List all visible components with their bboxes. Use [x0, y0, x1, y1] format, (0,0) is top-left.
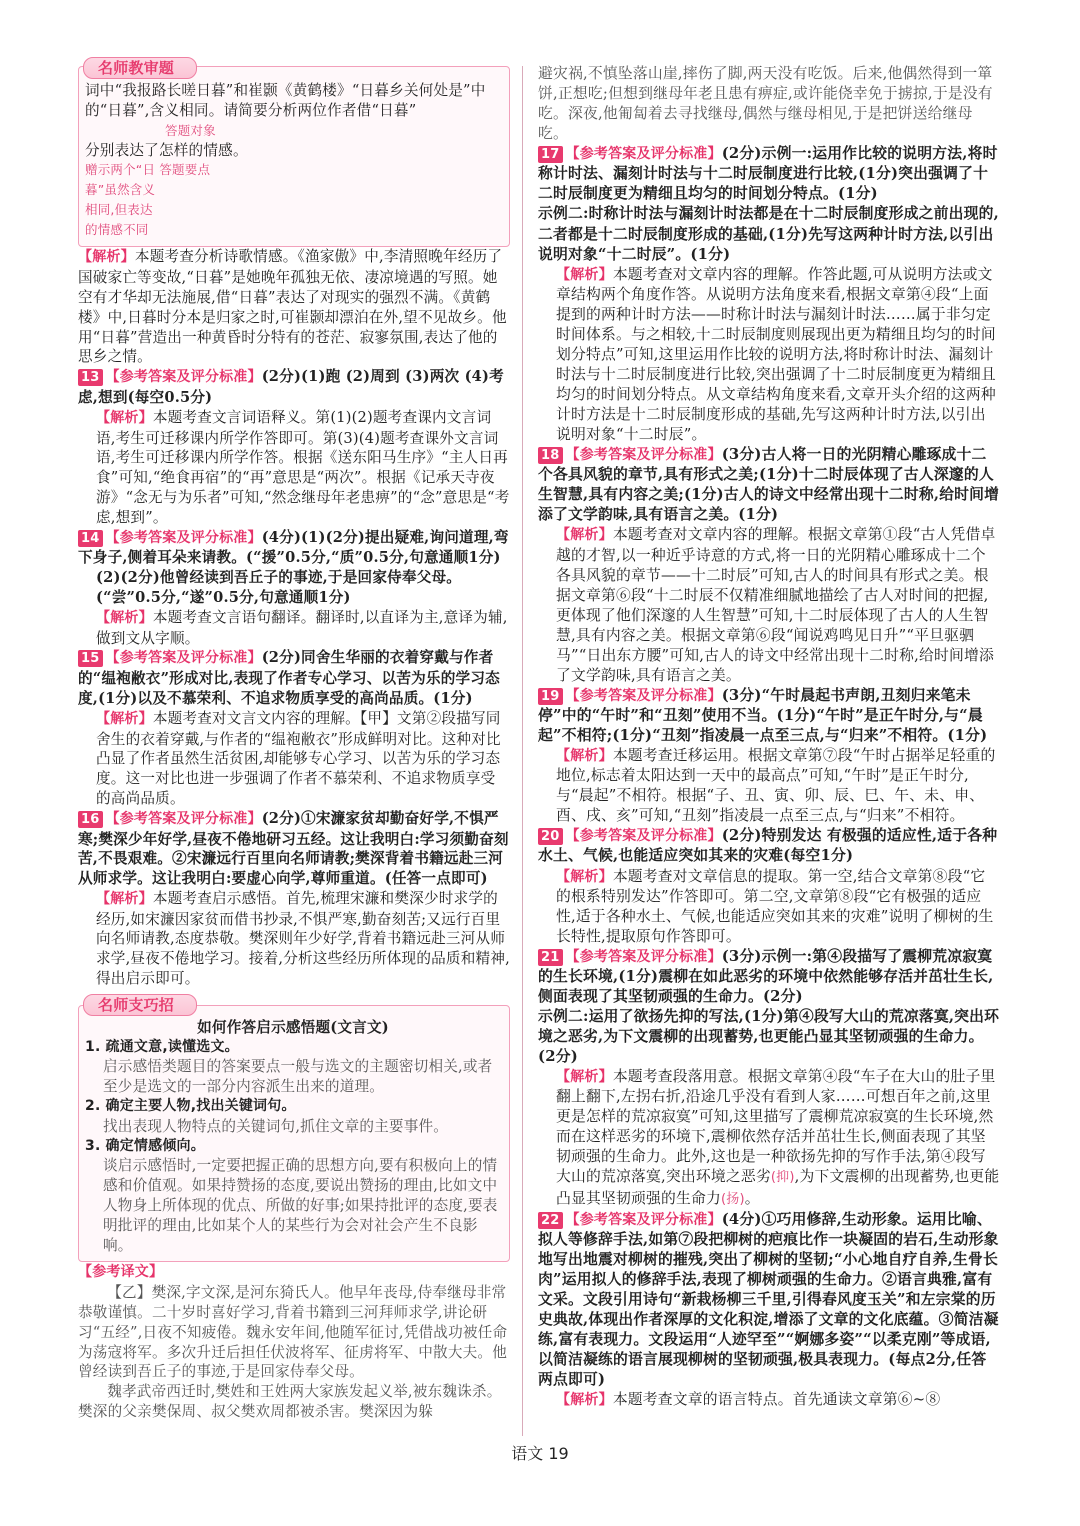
answer-18: 18 【参考答案及评分标准】(3分)古人将一日的光阴精心雕琢成十二个各具风貌的章节,具有形式之美;(1分)十二时辰体现了古人深邃的人生智慧,具有内容之美;(1分)古人的诗文中经常出现十二时称,给时间增添了文学韵味,具有语言之美。(1分) — [538, 446, 1000, 524]
tip-1-title: 1. 疏通文意,读懂选文。 — [85, 1038, 239, 1055]
teacher-tricks-box — [78, 995, 510, 1263]
translation-continued: 避灾祸,不慎坠落山崖,摔伤了脚,两天没有吃饭。后来,他偶然得到一箪饼,正想吃;但想到继母年老且患有痹症,或许能侥幸免于掳掠,于是没有吃。深夜,他匍匐着去寻找继母,偶然与继母相见,于是把饼送给继母吃。 — [538, 65, 993, 143]
answer-15: 15 【参考答案及评分标准】(2分)同舍生华丽的衣着穿戴与作者的“缊袍敝衣”形成对比,表现了作者专心学习、以苦为乐的学习态度,(1分)以及不慕荣利、不追求物质享受的高尚品质。(1分) — [78, 649, 500, 707]
answer-17-example2: 示例二:时称计时法与漏刻计时法都是在十二时辰制度形成之前出现的,二者都是十二时辰制度形成的基础,(1分)先写这两种计时方法,以引出说明对象“十二时辰”。(1分) — [538, 205, 999, 263]
analysis-22: 【解析】本题考查文章的语言特点。首先通读文章第⑥~⑧ — [556, 1391, 941, 1409]
tip-3-text: 谈启示感悟时,一定要把握正确的思想方向,要有积极向上的情感和价值观。如果持赞扬的态度,要说出赞扬的理由,比如文中人物身上所体现的优点、所做的好事;如果持批评的态度,要表明批评的理由,比如某个人的某些行为会对社会产生不良影响。 — [103, 1157, 498, 1254]
answer-21: 21 【参考答案及评分标准】(3分)示例一:第④段描写了震柳荒凉寂寞的生长环境,(1分)震柳在如此恶劣的环境中依然能够存活并茁壮生长,侧面表现了其坚韧顽强的生命力。(2分) — [538, 947, 994, 1005]
handwritten-note: 赠示两个“日 答题要点 — [85, 162, 211, 178]
question-text: 词中“我报路长嗟日暮”和崔颢《黄鹤楼》“日暮乡关何处是”中的“日暮”,含义相同。请简要分析两位作者借“日暮” — [85, 82, 486, 119]
answer-19: 19 【参考答案及评分标准】(3分)“午时晨起书声朗,丑刻归来笔未停”中的“午时”和“丑刻”使用不当。(1分)“午时”是正午时分,与“晨起”不相符;(1分)“丑刻”指凌晨一点至三点,与“归来”不相符。(1分) — [538, 686, 988, 745]
answer-20: 20 【参考答案及评分标准】(2分)特别发达 有极强的适应性,适于各种水土、气候,也能适应突如其来的灾难(每空1分) — [538, 827, 998, 865]
analysis-19: 【解析】本题考查迁移运用。根据文章第⑦段“午时占据举足轻重的地位,标志着太阳达到一天中的最高点”可知,“午时”是正午时分,与“晨起”不相符。根据“子、丑、寅、卯、辰、巳、午、未、申、酉、戌、亥”可知,“丑刻”指凌晨一点至三点,与“归来”不相符。 — [556, 747, 996, 825]
question-text-end: 分别表达了怎样的情感。 — [85, 141, 248, 159]
left-column — [78, 59, 510, 1422]
handwritten-note: 的情感不同 — [85, 222, 149, 238]
section-title-teacher-tricks: 名师支巧招 — [83, 994, 197, 1016]
analysis: 【解析】本题考查分析诗歌情感。《渔家傲》中,李清照晚年经历了国破家亡等变故,“日暮”是她晚年孤独无依、凄凉境遇的写照。她空有才华却无法施展,借“日暮”表达了对现实的强烈不满。《黄鹤楼》中,日暮时分本是归家之时,可崔颢却漂泊在外,望不见故乡。他用“日暮”营造出一种黄昏时分特有的苍茫、寂寥氛围,表达了他的思乡之情。 — [78, 248, 507, 366]
analysis-15: 【解析】本题考查对文言文内容的理解。【甲】文第②段描写同舍生的衣着穿戴,与作者的“缊袍敝衣”形成鲜明对比。这种对比凸显了作者虽然生活贫困,却能够专心学习、以苦为乐的学习态度。这一对比也进一步强调了作者不慕荣利、不追求物质享受的高尚品质。 — [96, 709, 501, 807]
analysis-20: 【解析】本题考查对文章信息的提取。第一空,结合文章第⑧段“它的根系特别发达”作答即可。第二空,文章第⑧段“它有极强的适应性,适于各种水土、气候,也能适应突如其来的灾难”说明了柳树的生长特性,提取原句作答即可。 — [556, 867, 994, 945]
handwritten-note: (抑) — [770, 1170, 795, 1186]
answer-17: 17 【参考答案及评分标准】(2分)示例一:运用作比较的说明方法,将时称计时法、漏刻计时法与十二时辰制度进行比较,(1分)突出强调了十二时辰制度更为精细且均匀的时间划分特点。(1分) — [538, 145, 998, 203]
page-footer — [0, 1441, 1080, 1464]
analysis-18: 【解析】本题考查对文章内容的理解。根据文章第①段“古人凭借卓越的才智,以一种近乎诗意的方式,将一日的光阴精心雕琢成十二个各具风貌的章节——十二时辰”可知,古人的时间具有形式之美。根据文章第⑥段“十二时辰不仅精准细腻地描绘了古人对时间的把握,更体现了他们深邃的人生智慧”可知,十二时辰体现了古人的人生智慧,具有内容之美。根据文章第⑥段“闻说鸡鸣见日升”“平旦驱驷马”“日出东方腰”可知,古人的诗文中经常出现十二时称,给时间增添了文学韵味,具有语言之美。 — [556, 526, 996, 684]
handwritten-note: 相同,但表达 — [85, 202, 153, 218]
answer-21-example2: 示例二:运用了欲扬先抑的写法,(1分)第④段写大山的荒凉落寞,突出环境之恶劣,为下文震柳的出现蓄势,也更能凸显其坚韧顽强的生命力。(2分) — [538, 1007, 1000, 1066]
tip-2-title: 2. 确定主要人物,找出关键词句。 — [85, 1098, 296, 1115]
tip-2-text: 找出表现人物特点的关键词句,抓住文章的主要事件。 — [103, 1117, 449, 1135]
translation-tag: 【参考译文】 — [78, 1264, 164, 1281]
analysis-17: 【解析】本题考查对文章内容的理解。作答此题,可从说明方法或文章结构两个角度作答。从说明方法角度来看,根据文章第④段“上面提到的两种计时方法——时称计时法与漏刻计时法……属于非匀定时间体系。与之相较,十二时辰制度则展现出更为精细且均匀的时间划分特点”可知,这里运用作比较的说明方法,将时称计时法、漏刻计时法与十二时辰制度进行比较,突出强调了十二时辰制度更为精细且均匀的时间划分特点。从文章结构角度来看,文章开头介绍的这两种计时方法是十二时辰制度形成的基础,先写这两种计时方法,以引出说明对象“十二时辰”。 — [556, 265, 996, 444]
teacher-tips-box — [78, 59, 510, 247]
answer-22: 22 【参考答案及评分标准】(4分)①巧用修辞,生动形象。运用比喻、拟人等修辞手法,如第⑦段把柳树的疤痕比作一块凝固的岩石,生动形象地写出地震对柳树的摧残,突出了柳树的坚韧;“小心地自疗自养,生骨长肉”运用拟人的修辞手法,表现了柳树顽强的生命力。②语言典雅,富有文采。文段引用诗句“新栽杨柳三千里,引得春风度玉关”和左宗棠的历史典故,体现出作者深厚的文化积淀,增添了文章的文化底蕴。③简洁凝练,富有表现力。文段运用“人迹罕至”“婀娜多姿”“以柔克刚”等成语,以简洁凝练的语言展现柳树的坚韧顽强,极具表现力。(每点2分,任答两点即可) — [538, 1210, 999, 1389]
section-title-teacher-tips: 名师教审题 — [83, 57, 197, 79]
analysis-21: 【解析】本题考查段落用意。根据文章第④段“车子在大山的肚子里翻上翻下,左拐右折,沿途几乎没有看到人家……可想百年之前,这里更是怎样的荒凉寂寞”可知,这里描写了震柳荒凉寂寞的生长环境,然而在这样恶劣的环境下,震柳依然存活并茁壮生长,侧面表现了其坚韧顽强的生命力。此外,这也是一种欲扬先抑的写作手法,第④段写大山的荒凉落寞,突出环境之恶劣(抑),为下文震柳的出现蓄势,也更能凸显其坚韧顽强的生命力(扬)。 — [556, 1068, 1000, 1207]
column-divider — [522, 66, 523, 1436]
page-number: 19 — [548, 1444, 569, 1463]
translation-text: 【乙】樊深,字文深,是河东猗氏人。他早年丧母,侍奉继母非常恭敬谨慎。二十岁时喜好学习,背着书籍到三河拜师求学,讲论研习“五经”,日夜不知疲倦。魏永安年间,他随军征讨,凭借战功被任命为荡寇将军。多次升迁后担任伏波将军、征虏将军、中散大夫。他曾经读到吾丘子的事迹,于是回家侍奉父母。 — [78, 1284, 508, 1381]
answer-13: 13 【参考答案及评分标准】(2分)(1)跑 (2)周到 (3)两次 (4)考虑,想到(每空0.5分) — [78, 368, 504, 406]
handwritten-note: 答题对象 — [165, 122, 216, 138]
tip-3-title: 3. 确定情感倾向。 — [85, 1137, 205, 1154]
handwritten-note: 暮”虽然含义 — [85, 182, 156, 198]
answer-14: 14 【参考答案及评分标准】(4分)(1)(2分)提出疑难,询问道理,弯下身子,侧着耳朵来请教。(“援”0.5分,“质”0.5分,句意通顺1分) — [78, 528, 509, 567]
analysis-14: 【解析】本题考查文言语句翻译。翻译时,以直译为主,意译为辅,做到文从字顺。 — [96, 608, 508, 647]
analysis-13: 【解析】本题考查文言词语释义。第(1)(2)题考查课内文言词语,考生可迁移课内所学作答即可。第(3)(4)题考查课外文言词语,考生可迁移课内所学作答。根据《送东阳马生序》“主人日再食”可知,“绝食再宿”的“再”意思是“两次”。根据《记承天寺夜游》“念无与为乐者”可知,“然念继母年老患痹”的“念”意思是“考虑,想到”。 — [96, 408, 510, 526]
translation-text-2: 魏孝武帝西迁时,樊姓和王姓两大家族发起义举,被东魏诛杀。樊深的父亲樊保周、叔父樊欢周都被杀害。樊深因为躲 — [78, 1383, 502, 1421]
analysis-16: 【解析】本题考查启示感悟。首先,梳理宋濂和樊深少时求学的经历,如宋濂因家贫而借书抄录,不惧严寒,勤奋刻苦;又远行百里向名师请教,态度恭敬。樊深则年少好学,背着书籍远赴三河从师求学,昼夜不倦地学习。接着,分析这些经历所体现的品质和精神,得出启示即可。 — [96, 889, 510, 988]
tip-1-text: 启示感悟类题目的答案要点一般与选文的主题密切相关,或者至少是选文的一部分内容派生出来的道理。 — [103, 1058, 493, 1096]
right-column — [538, 64, 1000, 1410]
answer-14-part2: (2)(2分)他曾经读到吾丘子的事迹,于是回家侍奉父母。(“尝”0.5分,“遂”0.5分,句意通顺1分) — [96, 569, 462, 606]
answer-16: 16 【参考答案及评分标准】(2分)①宋濂家贫却勤奋好学,不惧严寒;樊深少年好学,昼夜不倦地研习五经。这让我明白:学习须勤奋刻苦,不畏艰难。②宋濂远行百里向名师请教;樊深背着书籍远赴三河从师求学。这让我明白:要虚心向学,尊师重道。(任答一点即可) — [78, 809, 509, 888]
handwritten-note: (扬) — [720, 1191, 745, 1207]
subject-label: 语文 — [511, 1444, 544, 1463]
tricks-heading: 如何作答启示感悟题(文言文) — [197, 1018, 389, 1036]
